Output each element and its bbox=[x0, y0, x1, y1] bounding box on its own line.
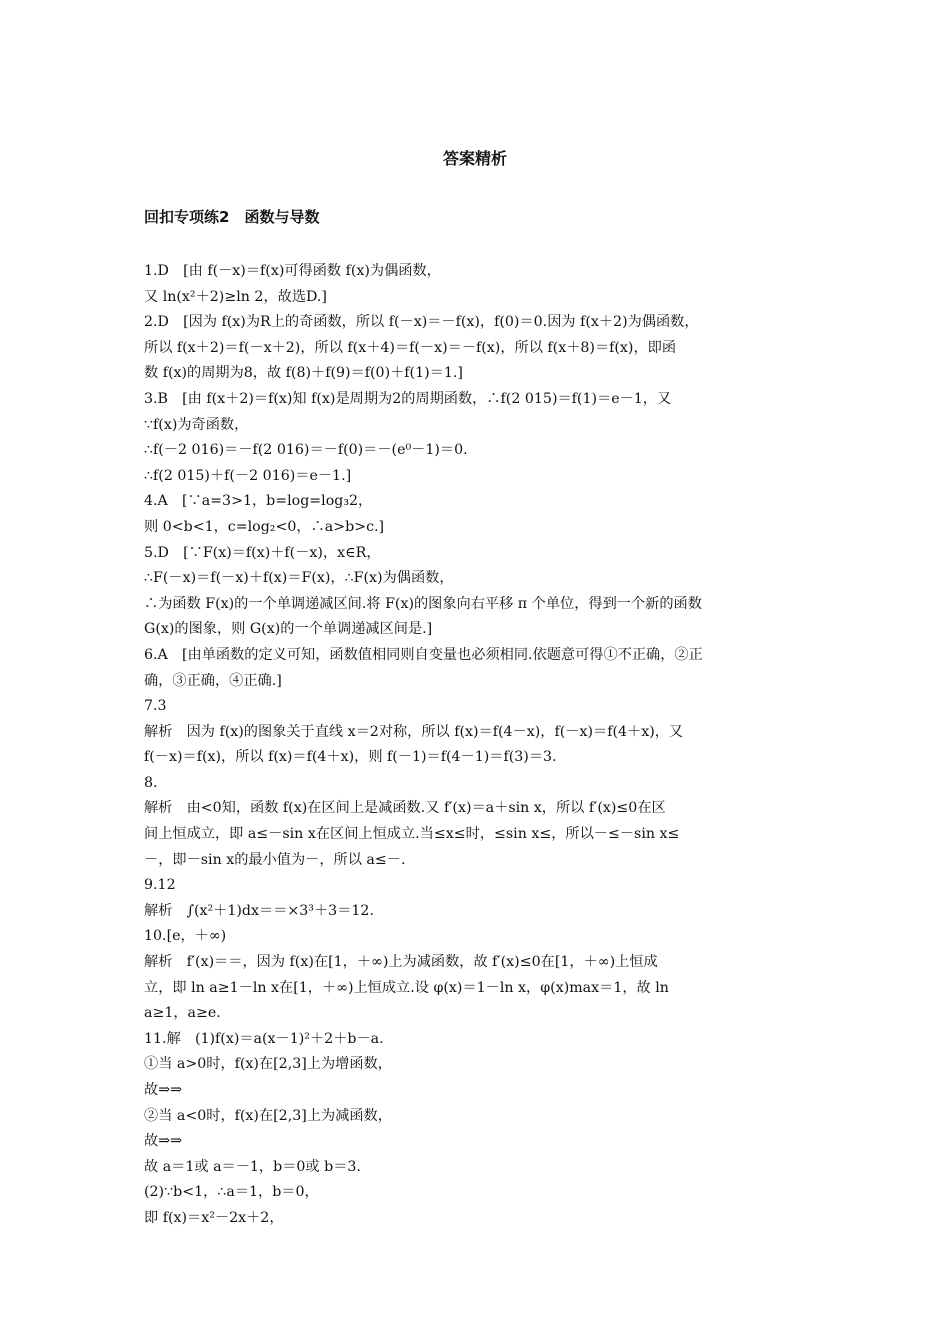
answer-line: 立，即 ln a≥1－ln x在[1，＋∞)上恒成立.设 φ(x)＝1－ln x，φ(x)max＝1，故 ln bbox=[144, 979, 669, 996]
answer-line: G(x)的图象，则 G(x)的一个单调递减区间是.] bbox=[144, 621, 433, 638]
answer-line: 1.D [由 f(－x)＝f(x)可得函数 f(x)为偶函数， bbox=[144, 263, 441, 279]
answer-line: ∴F(－x)＝f(－x)＋f(x)＝F(x)，∴F(x)为偶函数， bbox=[144, 570, 454, 587]
answer-line: 8. bbox=[144, 774, 158, 791]
answer-line: 3.B [由 f(x＋2)＝f(x)知 f(x)是周期为2的周期函数，∴f(2 015)＝f(1)＝e－1，又 bbox=[144, 390, 672, 407]
answer-line: 6.A [由单函数的定义可知，函数值相同则自变量也必须相同.依题意可得①不正确，②正 bbox=[144, 646, 703, 663]
answer-line: a≥1，a≥e. bbox=[144, 1005, 221, 1022]
answer-line: ∵f(x)为奇函数， bbox=[144, 416, 249, 433]
answer-line: (2)∵b<1，∴a＝1，b＝0， bbox=[144, 1184, 319, 1201]
answer-line: ②当 a<0时，f(x)在[2,3]上为减函数， bbox=[144, 1107, 392, 1124]
answer-line: 所以 f(x＋2)＝f(－x＋2)，所以 f(x＋4)＝f(－x)＝－f(x)，所以 f(x＋8)＝f(x)，即函 bbox=[144, 339, 677, 356]
answer-line: f(－x)＝f(x)，所以 f(x)＝f(4＋x)，则 f(－1)＝f(4－1)＝f(3)＝3. bbox=[144, 749, 557, 766]
answer-line: 10.[e，＋∞) bbox=[144, 928, 227, 945]
answer-line: 又 ln(x²＋2)≥ln 2，故选D.] bbox=[144, 288, 327, 305]
answer-line: 9.12 bbox=[144, 877, 176, 894]
answer-line: 则 0<b<1，c=log₂<0，∴a>b>c.] bbox=[144, 518, 385, 535]
answer-body bbox=[144, 259, 814, 1232]
answer-line: 5.D [∵F(x)＝f(x)＋f(－x)，x∈R， bbox=[144, 544, 381, 561]
section-title: 回扣专项练2 函数与导数 bbox=[144, 208, 320, 226]
answer-line: 故 a＝1或 a＝－1，b＝0或 b＝3. bbox=[144, 1158, 361, 1175]
answer-line: ∴f(－2 016)＝－f(2 016)＝－f(0)＝－(e⁰－1)＝0. bbox=[144, 442, 468, 459]
answer-line: 7.3 bbox=[144, 698, 167, 715]
answer-line: 确，③正确，④正确.] bbox=[144, 672, 282, 689]
answer-line: －，即－sin x的最小值为－，所以 a≤－. bbox=[144, 851, 406, 868]
answer-line: 解析 ∫(x²＋1)dx＝＝×3³＋3＝12. bbox=[144, 902, 374, 919]
answer-line: 解析 f′(x)＝＝，因为 f(x)在[1，＋∞)上为减函数，故 f′(x)≤0在[1，＋∞)上恒成 bbox=[144, 954, 658, 971]
page-title: 答案精析 bbox=[442, 149, 507, 168]
answer-line: 4.A [∵a=3>1，b=log=log₃2， bbox=[144, 493, 373, 510]
answer-line: 即 f(x)＝x²－2x＋2， bbox=[144, 1209, 284, 1226]
answer-line: ∴f(2 015)＋f(－2 016)＝e－1.] bbox=[144, 467, 352, 484]
answer-line: 2.D [因为 f(x)为R上的奇函数，所以 f(－x)＝－f(x)，f(0)＝0.因为 f(x＋2)为偶函数， bbox=[144, 314, 699, 331]
answer-line: 数 f(x)的周期为8，故 f(8)＋f(9)＝f(0)＋f(1)＝1.] bbox=[144, 365, 463, 382]
answer-line: 间上恒成立，即 a≤－sin x在区间上恒成立.当≤x≤时，≤sin x≤，所以－≤－sin x≤ bbox=[144, 826, 680, 843]
answer-line: 11.解 (1)f(x)＝a(x－1)²＋2＋b－a. bbox=[144, 1030, 384, 1047]
answer-line: 解析 由<0知，函数 f(x)在区间上是减函数.又 f′(x)＝a＋sin x，所以 f′(x)≤0在区 bbox=[144, 800, 666, 817]
answer-line: ①当 a>0时，f(x)在[2,3]上为增函数， bbox=[144, 1056, 392, 1073]
answer-line: ∴为函数 F(x)的一个单调递减区间.将 F(x)的图象向右平移 π 个单位，得到一个新的函数 bbox=[144, 595, 702, 612]
answer-line: 故⇒⇒ bbox=[144, 1082, 182, 1098]
answer-line: 故⇒⇒ bbox=[144, 1133, 182, 1150]
answer-line: 解析 因为 f(x)的图象关于直线 x＝2对称，所以 f(x)＝f(4－x)，f(－x)＝f(4＋x)，又 bbox=[144, 723, 684, 740]
